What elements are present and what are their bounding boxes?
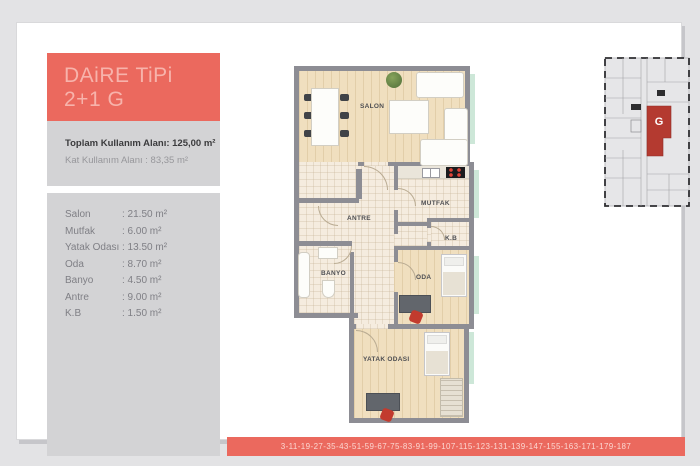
toilet-icon: [322, 280, 335, 298]
label-oda: ODA: [416, 274, 432, 281]
blanket-icon: [426, 351, 448, 374]
room-area-list: [47, 193, 220, 456]
wall-vestibule-v: [356, 169, 362, 199]
wall-passage: [394, 226, 398, 234]
bath-sink-icon: [318, 247, 338, 259]
list-item: K.B : 1.50 m²: [65, 308, 162, 319]
dining-table-icon: [311, 88, 339, 146]
wall-mutfak-left-b: [394, 210, 398, 226]
label-antre: ANTRE: [347, 215, 371, 222]
floor-plan: [294, 66, 486, 426]
dining-chair-icon: [340, 130, 349, 137]
pillow-icon: [427, 335, 447, 344]
building-key-plan: [601, 54, 693, 210]
label-kb: K.B: [445, 235, 458, 242]
highlighted-unit-label: G: [654, 116, 664, 128]
pillow-icon: [444, 257, 464, 266]
passage-kb: [394, 226, 427, 246]
key-plan-drawing: [601, 54, 693, 210]
bed-yatak-icon: [424, 332, 450, 376]
bed-oda-icon: [441, 254, 467, 297]
dining-chair-icon: [340, 94, 349, 101]
blanket-icon: [443, 272, 465, 295]
label-yatak-odasi: YATAK ODASI: [363, 356, 410, 363]
bathtub-icon: [298, 252, 310, 298]
list-item: Yatak Odası : 13.50 m²: [65, 242, 168, 253]
stove-icon: [446, 167, 465, 178]
window-salon: [470, 74, 475, 144]
list-item: Oda : 8.70 m²: [65, 258, 162, 270]
sofa-top-icon: [416, 72, 464, 98]
wall-banyo-right: [350, 252, 354, 313]
dining-chair-icon: [340, 112, 349, 119]
floor-area-text: Kat Kullanım Alanı : 83,35 m²: [65, 155, 189, 166]
apartment-type-header: [47, 53, 220, 121]
kitchen-sink-icon: [422, 168, 440, 178]
label-banyo: BANYO: [321, 270, 346, 277]
window-mutfak: [474, 170, 479, 218]
list-item: Antre : 9.00 m²: [65, 291, 162, 303]
total-area-text: Toplam Kullanım Alanı: 125,00 m²: [65, 138, 216, 149]
wardrobe-icon: [440, 378, 463, 417]
wall-vestibule-h: [299, 198, 359, 203]
window-yatak: [469, 332, 474, 384]
brochure-panel: [16, 22, 682, 451]
area-summary-box: [47, 121, 220, 186]
plant-icon: [386, 72, 402, 88]
list-item: Banyo : 4.50 m²: [65, 275, 162, 286]
coffee-table-icon: [389, 100, 429, 134]
l-sofa-horizontal-icon: [420, 139, 468, 166]
wall-oda-left-a: [394, 246, 398, 262]
door-opening-yatak: [356, 324, 388, 329]
window-oda: [474, 256, 479, 314]
label-salon: SALON: [360, 103, 385, 110]
apartment-type-title-line2: 2+1 G: [64, 88, 125, 111]
list-item: Mutfak : 6.00 m²: [65, 225, 162, 237]
list-item: Salon : 21.50 m²: [65, 209, 168, 220]
label-mutfak: MUTFAK: [421, 200, 450, 207]
apartment-type-title-line1: DAiRE TiPi: [64, 64, 173, 87]
unit-numbers-bar: 3-11-19-27-35-43-51-59-67-75-83-91-99-107-115-123-131-139-147-155-163-171-179-187: [227, 437, 685, 456]
